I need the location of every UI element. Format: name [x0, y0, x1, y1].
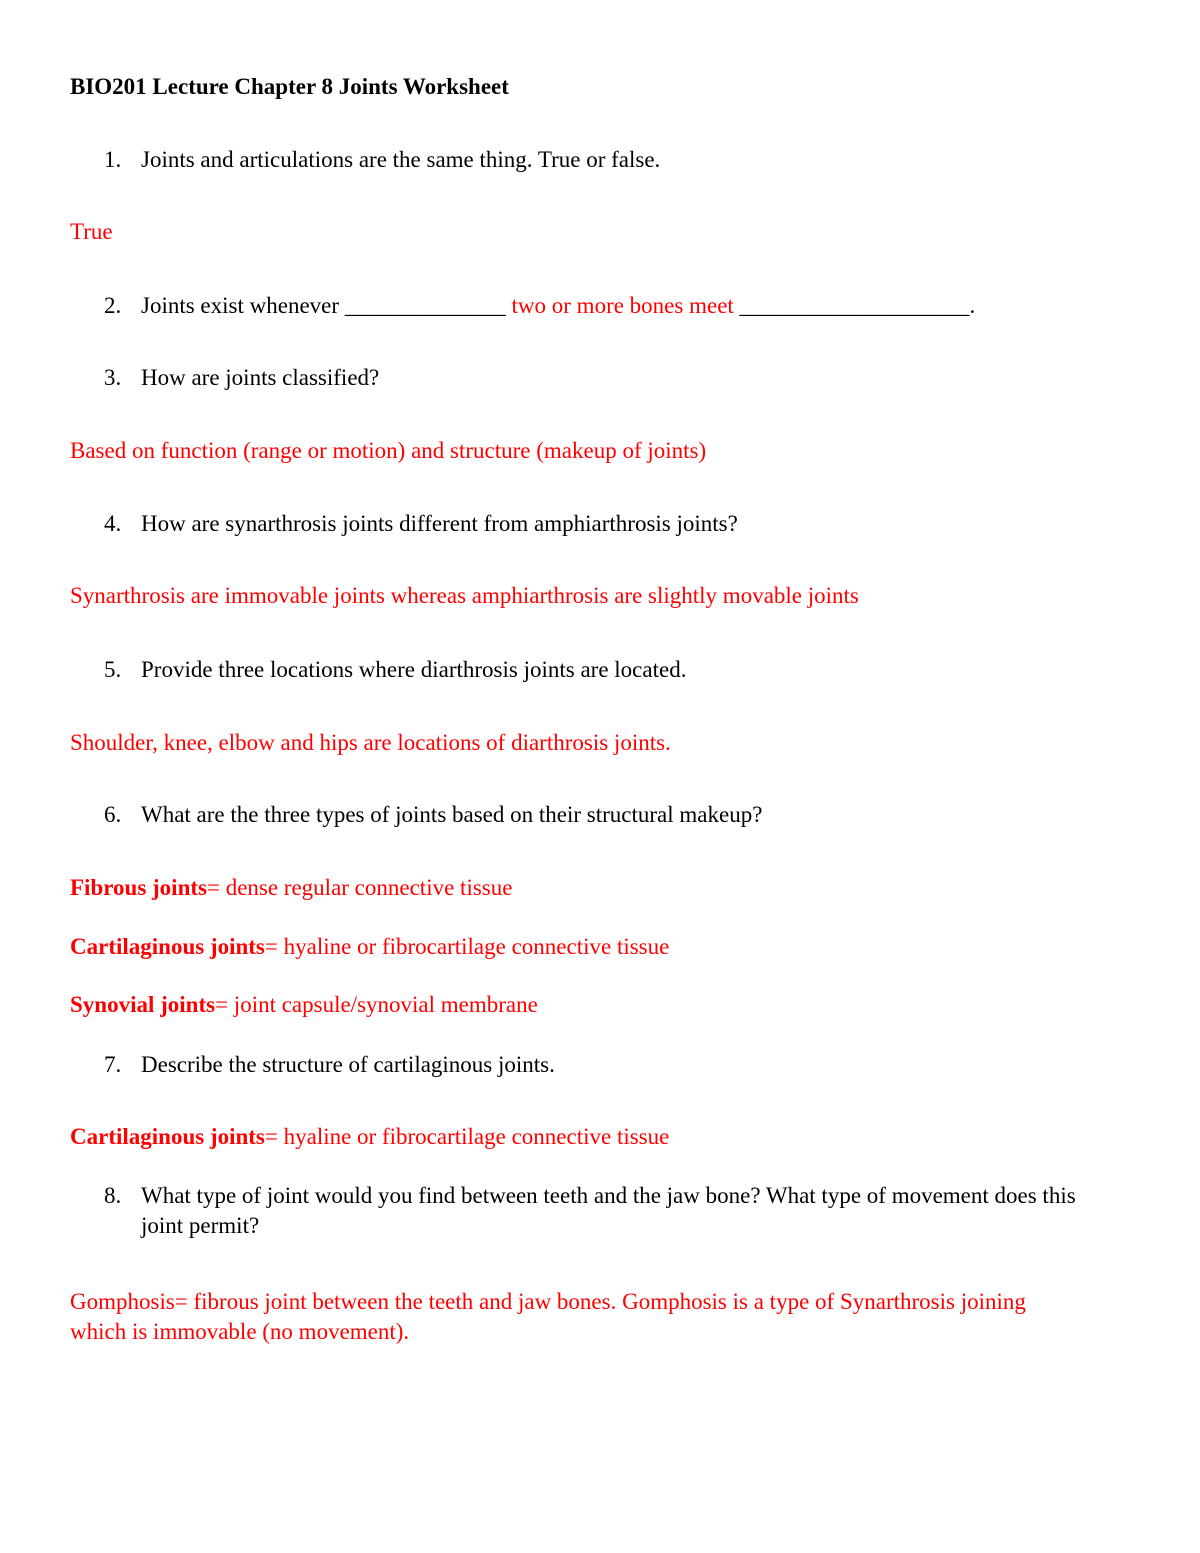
question-text-post: ____________________.: [739, 293, 976, 318]
answer-4: Synarthrosis are immovable joints whereas amphiarthrosis are slightly movable joints: [70, 583, 859, 608]
question-6: [104, 800, 762, 830]
question-text: Describe the structure of cartilaginous joints.: [141, 1052, 555, 1077]
question-number: 2.: [104, 293, 122, 318]
answer-term: Fibrous joints: [70, 875, 207, 900]
worksheet-title: BIO201 Lecture Chapter 8 Joints Worksheet: [70, 74, 509, 99]
question-number: 4.: [104, 511, 122, 536]
question-3: [104, 363, 379, 393]
answer-7: [70, 1122, 669, 1152]
question-number: 8.: [104, 1183, 122, 1208]
answer-8: Gomphosis= fibrous joint between the teeth and jaw bones. Gomphosis is a type of Synarthrosis joining which is immovable (no movement).: [70, 1289, 1026, 1344]
question-number: 6.: [104, 802, 122, 827]
question-text: How are joints classified?: [141, 365, 380, 390]
answer-6-synovial: [70, 990, 538, 1020]
answer-term: Cartilaginous joints: [70, 1124, 265, 1149]
question-text: Joints and articulations are the same thing. True or false.: [141, 147, 661, 172]
answer-term: Cartilaginous joints: [70, 934, 265, 959]
answer-definition: = dense regular connective tissue: [206, 875, 513, 900]
question-7: [104, 1050, 555, 1080]
answer-6-cartilaginous: [70, 932, 669, 962]
answer-2-fill: two or more bones meet: [505, 293, 740, 318]
answer-1: True: [70, 219, 113, 244]
question-text-pre: Joints exist whenever ______________: [141, 293, 506, 318]
question-5: [104, 655, 686, 685]
question-1: [104, 145, 660, 175]
answer-definition: = hyaline or fibrocartilage connective tissue: [264, 1124, 670, 1149]
question-number: 5.: [104, 657, 122, 682]
question-text: How are synarthrosis joints different from amphiarthrosis joints?: [141, 511, 738, 536]
question-text: Provide three locations where diarthrosis joints are located.: [141, 657, 687, 682]
question-4: [104, 509, 738, 539]
question-number: 3.: [104, 365, 122, 390]
answer-3: Based on function (range or motion) and structure (makeup of joints): [70, 438, 707, 463]
question-text: What are the three types of joints based on their structural makeup?: [141, 802, 763, 827]
question-text: What type of joint would you find between teeth and the jaw bone? What type of movement does this joint permit?: [141, 1183, 1076, 1238]
question-2: [104, 291, 975, 321]
answer-5: Shoulder, knee, elbow and hips are locations of diarthrosis joints.: [70, 730, 671, 755]
answer-definition: = hyaline or fibrocartilage connective tissue: [264, 934, 670, 959]
question-number: 1.: [104, 147, 122, 172]
answer-definition: = joint capsule/synovial membrane: [215, 992, 538, 1017]
question-number: 7.: [104, 1052, 122, 1077]
answer-6-fibrous: [70, 873, 512, 903]
answer-term: Synovial joints: [70, 992, 216, 1017]
question-8: [104, 1181, 1091, 1241]
